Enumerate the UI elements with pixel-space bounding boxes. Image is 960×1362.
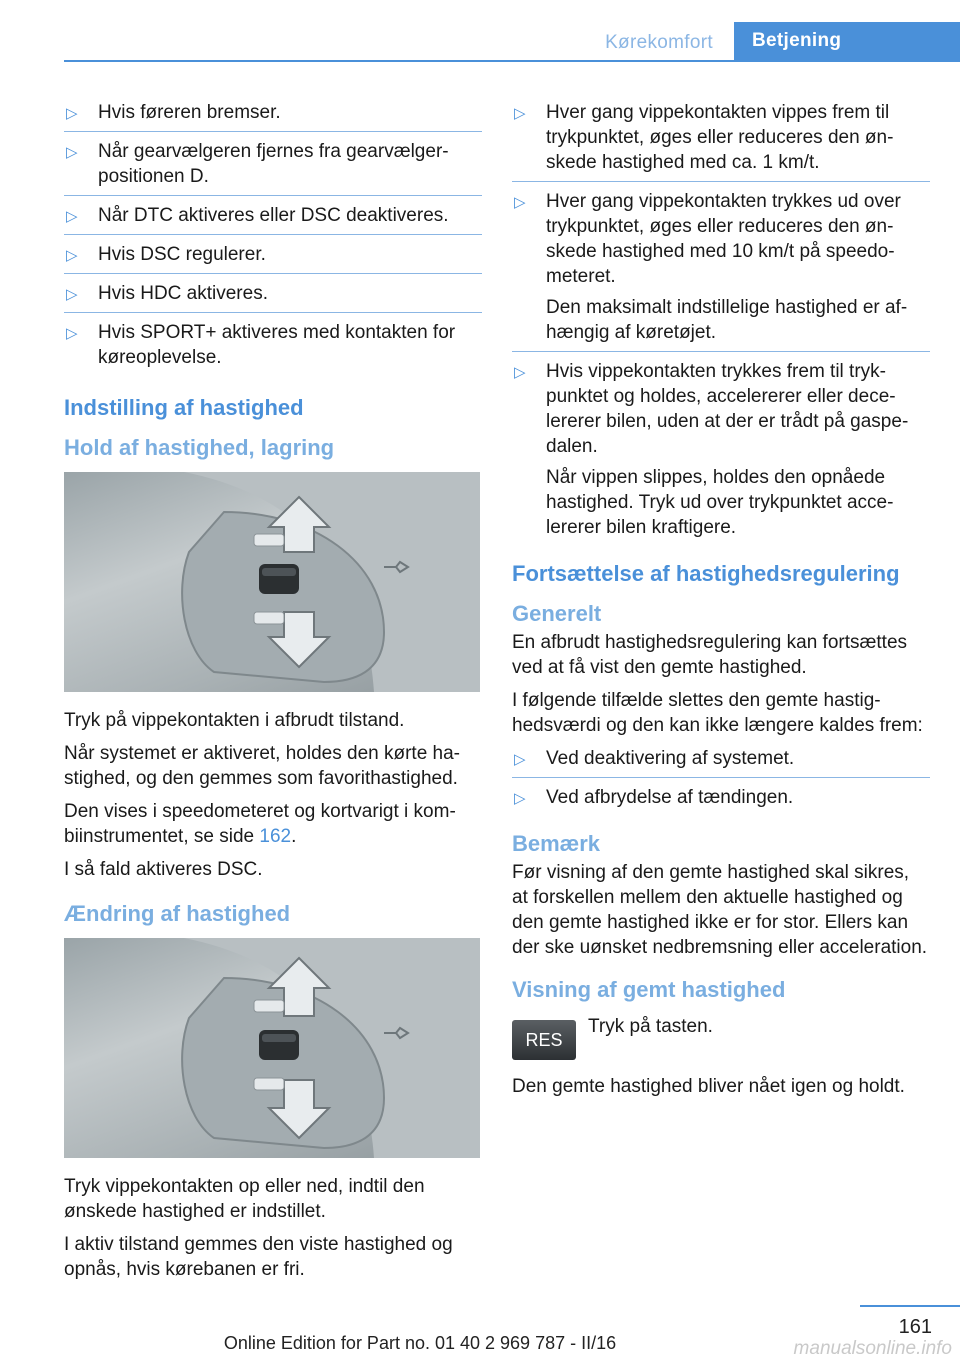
list-item: ▷ Hver gang vippekontakten trykkes ud over trykpunktet, øges eller reduceres den ønskede hastighed med 10 km/t på speedometeret. Den maksimalt indstillelige hastighed er afhængig af køretøjet.: [512, 189, 930, 352]
list-item: ▷ Ved afbrydelse af tændingen.: [512, 785, 930, 816]
paragraph: Før visning af den gemte hastighed skal sikres, at forskellen mellem den aktuelle hastighed og den gemte hastighed ikke er for stor. Ellers kan der ske uønsket nedbremsning eller acceleration.: [512, 862, 928, 958]
res-key-row: [512, 1014, 930, 1062]
triangle-bullet-icon: ▷: [66, 208, 78, 225]
tab-section[interactable]: Kørekomfort: [605, 32, 713, 53]
triangle-bullet-icon: ▷: [66, 286, 78, 303]
triangle-bullet-icon: ▷: [66, 247, 78, 264]
list-item: ▷ Hvis vippekontakten trykkes frem til trykpunktet og holdes, accelererer eller decelererer bilen, uden at der er trådt på gaspedalen. Når vippen slippes, holdes den opnåede hastighed. Tryk ud over trykpunktet accelererer bilen kraftigere.: [512, 359, 930, 546]
tab-active[interactable]: Betjening: [734, 22, 960, 60]
paragraph: I følgende tilfælde slettes den gemte hastighedsværdi og den kan ikke længere kaldes frem:: [512, 690, 923, 736]
list-item: ▷ Hvis SPORT+ aktiveres med kontakten for køreoplevelse.: [66, 322, 456, 368]
header-bar: [64, 22, 960, 62]
paragraph: Når systemet er aktiveret, holdes den kørte hastighed, og den gemmes som favorithastighed.: [64, 743, 460, 789]
res-button-icon: RES: [512, 1020, 576, 1060]
paragraph: En afbrudt hastighedsregulering kan fortsættes ved at få vist den gemte hastighed.: [512, 632, 908, 678]
list-item: ▷ Hvis HDC aktiveres.: [64, 281, 482, 313]
res-instruction: Tryk på tasten.: [588, 1016, 713, 1037]
right-column: [512, 100, 930, 1107]
subsection-heading: Visning af gemt hastighed: [512, 977, 786, 1002]
section-heading: Indstilling af hastighed: [64, 395, 304, 420]
section-heading: Fortsættelse af hastighedsregulering: [512, 561, 900, 586]
triangle-bullet-icon: ▷: [514, 364, 526, 381]
paragraph: Den gemte hastighed bliver nået igen og holdt.: [512, 1076, 905, 1097]
condition-list: [64, 100, 482, 376]
triangle-bullet-icon: ▷: [66, 325, 78, 342]
triangle-bullet-icon: ▷: [66, 105, 78, 122]
edition-footer: Online Edition for Part no. 01 40 2 969 787 - II/16: [223, 1333, 617, 1353]
page-number: 161: [898, 1316, 932, 1338]
left-column: [64, 100, 482, 1290]
footer-divider: [860, 1305, 960, 1307]
list-item-note: Når vippen slippes, holdes den opnåede hastighed. Tryk ud over trykpunktet accelererer bilen kraftigere.: [546, 467, 894, 538]
page-reference-link[interactable]: 162: [259, 826, 292, 847]
triangle-bullet-icon: ▷: [514, 751, 526, 768]
steering-wheel-photo: [64, 472, 480, 692]
paragraph: Den vises i speedometeret og kortvarigt i kombiinstrumentet, se side 162.: [64, 801, 456, 847]
rocker-switch-illustration: [64, 472, 480, 692]
list-item: ▷ Ved deaktivering af systemet.: [512, 746, 930, 778]
paragraph: Tryk på vippekontakten i afbrudt tilstand.: [64, 710, 405, 731]
list-item-note: Den maksimalt indstillelige hastighed er afhængig af køretøjet.: [546, 297, 908, 343]
subsection-heading: Bemærk: [512, 831, 601, 856]
rocker-switch-illustration: [64, 938, 480, 1158]
paragraph: Tryk vippekontakten op eller ned, indtil den ønskede hastighed er indstillet.: [64, 1176, 425, 1222]
triangle-bullet-icon: ▷: [514, 194, 526, 211]
steering-wheel-photo: [64, 938, 480, 1158]
list-item: ▷ Hvis DSC regulerer.: [64, 242, 482, 274]
subsection-heading: Hold af hastighed, lagring: [64, 435, 335, 460]
triangle-bullet-icon: ▷: [514, 790, 526, 807]
list-item: ▷ Hvis føreren bremser.: [64, 100, 482, 132]
delete-conditions-list: [512, 746, 930, 816]
subsection-heading: Ændring af hastighed: [64, 901, 291, 926]
triangle-bullet-icon: ▷: [66, 144, 78, 161]
paragraph: I aktiv tilstand gemmes den viste hastighed og opnås, hvis kørebanen er fri.: [64, 1234, 453, 1280]
paragraph: I så fald aktiveres DSC.: [64, 859, 263, 880]
list-item: ▷ Når DTC aktiveres eller DSC deaktiveres.: [64, 203, 482, 235]
triangle-bullet-icon: ▷: [514, 105, 526, 122]
watermark: manualsonline.info: [793, 1338, 952, 1359]
rocker-list: [512, 100, 930, 546]
list-item: ▷ Hver gang vippekontakten vippes frem til trykpunktet, øges eller reduceres den ønskede hastighed med ca. 1 km/t.: [512, 100, 930, 182]
list-item: ▷ Når gearvælgeren fjernes fra gearvælgerpositionen D.: [64, 139, 482, 196]
subsection-heading: Generelt: [512, 601, 602, 626]
header-divider: [64, 60, 960, 62]
